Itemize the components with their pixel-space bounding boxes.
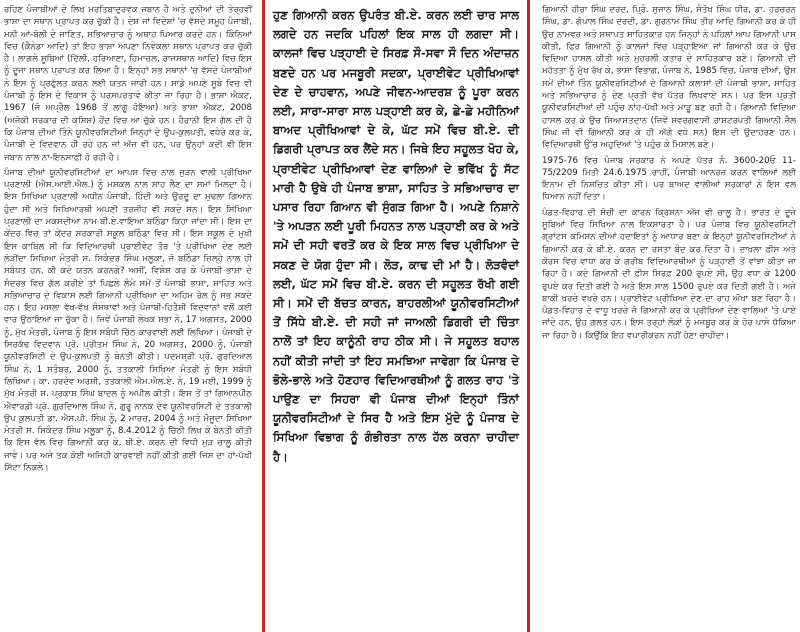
right-paragraph-2: 1975-76 ਵਿਚ ਪੰਜਾਬ ਸਰਕਾਰ ਨੇ ਅਪਣੇ ਪੱਤਰ ਨੰ. 3600-20ਓ 11-75/2209 ਮਿਤੀ 24.6.1975 ਰਾਹੀਂ, ਪੰਜਾਬੀ ਆਨਰਜ਼ ਕਰਨ ਵਾਲਿਆਂ ਲਈ ਇਨਾਮ ਦੀ ਨਿਸ਼ਚਿਤ ਕੀਤਾ ਸੀ। ਪਰ ਬਾਅਦ ਵਾਲੀਆਂ ਸਰਕਾਰਾਂ ਨੇ ਇਸ ਵਲ ਧਿਆਨ ਨਹੀਂ ਦਿਤਾ। [542, 155, 796, 203]
center-paragraph-1: ਹੁਣ ਗਿਆਨੀ ਕਰਨ ਉਪਰੰਤ ਬੀ.ਏ. ਕਰਨ ਲਈ ਚਾਰ ਸਾਲ ਲਗਦੇ ਹਨ ਜਦਕਿ ਪਹਿਲਾਂ ਇਕ ਸਾਲ ਹੀ ਲਗਦਾ ਸੀ। ਕਾਲਜਾਂ ਵਿਚ ਪੜ੍ਹਾਈ ਦੇ ਸਿਰਫ਼ ਸੌ-ਸਵਾ ਸੌ ਦਿਨ ਅੰਦਾਜ਼ਨ ਬਣਦੇ ਹਨ ਪਰ ਮਜਬੂਰੀ ਸਦਕਾ, ਪ੍ਰਾਈਵੇਟ ਪ੍ਰੀਖਿਆਵਾਂ ਦੇਣ ਦੇ ਚਾਹਵਾਨ, ਅਪਣੇ ਜੀਵਨ-ਆਦਰਸ਼ ਨੂੰ ਪੂਰਾ ਕਰਨ ਲਈ, ਸਾਰਾ-ਸਾਰਾ ਸਾਲ ਪੜ੍ਹਾਈ ਕਰ ਕੇ, ਛੇ-ਛੇ ਮਹੀਨਿਆਂ ਬਾਅਦ ਪ੍ਰੀਖਿਆਵਾਂ ਦੇ ਕੇ, ਘੱਟ ਸਮੇਂ ਵਿਚ ਬੀ.ਏ. ਦੀ ਡਿਗਰੀ ਪ੍ਰਾਪਤ ਕਰ ਲੈਂਦੇ ਸਨ। ਜਿਥੇ ਇਹ ਸਹੂਲਤ ਖੋਹ ਕੇ, ਪ੍ਰਾਈਵੇਟ ਪ੍ਰੀਖਿਆਵਾਂ ਦੇਣ ਵਾਲਿਆਂ ਦੇ ਭਵਿੱਖ ਨੂੰ ਸੱਟ ਮਾਰੀ ਹੈ ਉਥੇ ਹੀ ਪੰਜਾਬ ਭਾਸ਼ਾ, ਸਾਹਿਤ ਤੇ ਸਭਿਆਚਾਰ ਦਾ ਪਸਾਰ ਰਿਹਾ ਗਿਆਨ ਵੀ ਸੁੰਗੜ ਗਿਆ ਹੈ। ਅਪਣੇ ਨਿਸ਼ਾਨੇ 'ਤੇ ਅਪੜਨ ਲਈ ਪੂਰੀ ਮਿਹਨਤ ਨਾਲ ਪੜ੍ਹਾਈ ਕਰ ਕੇ ਅਤੇ ਸਮੇਂ ਦੀ ਸਹੀ ਵਰਤੋਂ ਕਰ ਕੇ ਇਕ ਸਾਲ ਵਿਚ ਪ੍ਰੀਖਿਆ ਦੇ ਸਕਣ ਦੇ ਯੋਗ ਹੁੰਦਾ ਸੀ। ਲੋੜ, ਕਾਢ ਦੀ ਮਾਂ ਹੈ। ਲੋੜਵੰਦਾਂ ਲਈ, ਘੱਟ ਸਮੇਂ ਵਿਚ ਬੀ.ਏ. ਕਰਨ ਦੀ ਸਹੂਲਤ ਰੱਖੀ ਗਈ ਸੀ। ਸਮੇਂ ਦੀ ਬੱਚਤ ਕਾਰਨ, ਬਾਹਰਲੀਆਂ ਯੂਨੀਵਰਸਿਟੀਆਂ ਤੋਂ ਸਿੱਧੇ ਬੀ.ਏ. ਦੀ ਸਹੀ ਜਾਂ ਜਾਅਲੀ ਡਿਗਰੀ ਦੀ ਚਿੰਤਾ ਨਾਲੋਂ ਤਾਂ ਇਹ ਕਾਨੂੰਨੀ ਰਾਹ ਠੀਕ ਸੀ। ਜੇ ਸਹੂਲਤ ਬਹਾਲ ਨਹੀਂ ਕੀਤੀ ਜਾਂਦੀ ਤਾਂ ਇਹ ਸਮਝਿਆ ਜਾਵੇਗਾ ਕਿ ਪੰਜਾਬ ਦੇ ਭੋਲੇ-ਭਾਲੇ ਅਤੇ ਹੋਣਹਾਰ ਵਿਦਿਆਰਥੀਆਂ ਨੂੰ ਗਲਤ ਰਾਹ 'ਤੇ ਪਾਉਣ ਦਾ ਸਿਹਰਾ ਵੀ ਪੰਜਾਬ ਦੀਆਂ ਇਨ੍ਹਾਂ ਤਿੰਨਾਂ ਯੂਨੀਵਰਸਿਟੀਆਂ ਦੇ ਸਿਰ ਹੈ ਅਤੇ ਇਸ ਮੁੱਦੇ ਨੂੰ ਪੰਜਾਬ ਦੇ ਸਿਖਿਆ ਵਿਭਾਗ ਨੂੰ ਗੰਭੀਰਤਾ ਨਾਲ ਹੱਲ ਕਰਨਾ ਚਾਹੀਦਾ ਹੈ। [273, 8, 519, 464]
right-paragraph-3: ਪੰਡਤ-ਵਿਹਾਰ ਦੀ ਸੋਚੀ ਦਾ ਕਾਰਨ ਕ੍ਰਿਸ਼ਨਾ ਅੱਜ ਵੀ ਚਾਲੂ ਹੈ। ਭਾਰਤ ਦੇ ਦੂਜੇ ਸੂਬਿਆਂ ਵਿਚ ਸਿਖਿਆ ਨਾਲ ਇਕਸਾਰਤਾ ਹੈ। ਪਰ ਪੰਜਾਬ ਵਿਚ ਯੂਨੀਵਰਸਿਟੀ ਗ੍ਰਾਂਟਸ ਕਮਿਸ਼ਨ ਦੀਆਂ ਹਦਾਇਤਾਂ ਨੂੰ ਆਧਾਰ ਬਣਾ ਕੇ ਇਨ੍ਹਾਂ ਯੂਨੀਵਰਸਿਟੀਆਂ ਨੇ ਗਿਆਨੀ ਕਰ ਕੇ ਬੀ.ਏ. ਕਰਨ ਦਾ ਰਸਤਾ ਬੰਦ ਕਰ ਦਿਤਾ ਹੈ। ਦਾਖ਼ਲਾ ਫ਼ੀਸ ਅਤੇ ਕੋਰਸ ਵਿਚ ਵਾਧਾ ਕਰ ਕੇ ਗਰੀਬ ਵਿਦਿਆਰਥੀਆਂ ਨੂੰ ਪੜ੍ਹਾਈ ਤੋਂ ਵਾਂਝਾ ਕੀਤਾ ਜਾ ਰਿਹਾ ਹੈ। ਕਦੇ ਗਿਆਨੀ ਦੀ ਫ਼ੀਸ ਸਿਰਫ਼ 200 ਰੁਪਏ ਸੀ, ਉਹ ਵਧਾ ਕੇ 1200 ਰੁਪਏ ਕਰ ਦਿਤੀ ਗਈ ਹੈ ਅਤੇ ਇਸ ਸਾਲ 1500 ਰੁਪਏ ਕਰ ਦਿਤੀ ਗਈ ਹੈ। ਅਜੇ ਬਾਕੀ ਖ਼ਰਚੇ ਵਖਰੇ ਹਨ। ਪ੍ਰਾਈਵੇਟ ਪ੍ਰੀਖਿਆ ਦੇਣ ਦਾ ਰਾਹ ਔਖਾ ਬਣ ਰਿਹਾ ਹੈ। ਪੰਡਤ-ਵਿਹਾਰ ਦੇ ਵਾਧੂ ਖ਼ਰਚੇ ਜੋ ਗਿਆਨੀ ਕਰ ਕੇ ਪ੍ਰੀਖਿਆ ਦੇਣ ਵਾਲਿਆਂ 'ਤੇ ਪਾਏ ਜਾਂਦੇ ਹਨ, ਉਹ ਗ਼ਲਤ ਹਨ। ਇਸ ਤਰ੍ਹਾਂ ਲੋਕਾਂ ਨੂੰ ਮਜਬੂਰ ਕਰ ਕੇ ਹੋਰ ਪਾਸੇ ਧੱਕਿਆ ਜਾ ਰਿਹਾ ਹੈ। ਕਿਉਂਕਿ ਇਹ ਵਪਾਰੀਕਰਨ ਨਹੀਂ ਹੋਣਾ ਚਾਹੀਦਾ। [542, 207, 796, 341]
left-paragraph-1: ਰਹਿਣ ਪੰਜਾਬੀਆਂ ਦੇ ਲਿਖ ਮਰਤਿਬਾਦੁਰਵਕ ਜਬਾਨ ਹੈ ਅਤੇ ਦੁਨੀਆਂ ਦੀ ਤੇਰ੍ਹਵੀਂ ਭਾਸ਼ਾ ਦਾ ਸਥਾਨ ਪ੍ਰਾਪਤ ਕਰ ਚੁੱਕੀ ਹੈ। ਦੇਸ਼ ਜਾਂ ਵਿਦੇਸ਼ਾਂ 'ਚ ਵੱਸਦੇ ਸਮੂਹ ਪੰਜਾਬੀ, ਮਨੀ ਆਂ-ਬੋਲੀ ਦੇ ਜਾਣਿਤ, ਸਭਿਆਚਾਰ ਨੂੰ ਅਥਾਹ ਪਿਆਰ ਕਰਦੇ ਹਨ। ਕਿੰਨਿਆਂ ਵਿਚ (ਕੈਨੇਡਾ ਆਦਿ) ਤਾਂ ਇਹ ਭਾਸ਼ਾ ਅਪਣਾ ਨਿਵੇਕਲਾ ਸਥਾਨ ਪ੍ਰਾਪਤ ਕਰ ਚੁੱਕੀ ਹੈ। ਲਾਗਲੇ ਸੂਬਿਆਂ (ਦਿੱਲੀ, ਹਰਿਆਣਾ, ਹਿਮਾਚਲ, ਰਾਜਸਥਾਨ ਆਦਿ) ਵਿਚ ਇਸ ਨੂੰ ਦੂਜਾ ਸਥਾਨ ਪ੍ਰਾਪਤ ਕਰ ਲਿਆ ਹੈ। ਇਨ੍ਹਾਂ ਸਭ ਸਥਾਨਾਂ 'ਚ ਵੱਸਦੇ ਪੰਜਾਬੀਆਂ ਨੇ ਇਸ ਨੂੰ ਪ੍ਰਫੁੱਲਤ ਕਰਨ ਲਈ ਯਤਨ ਜਾਰੀ ਹਨ। ਸਾਡੇ ਅਪਣੇ ਸੂਬੇ ਵਿਚ ਵੀ ਪੰਜਾਬੀ ਨੂੰ ਇਸ ਦੇ ਵਿਕਾਸ ਨੂੰ ਪਰਸਪਰਤਾਵੇ ਕੀਤਾ ਜਾ ਰਿਹਾ ਹੈ। ਭਾਸ਼ਾ ਐਕਟ, 1967 (ਜੋ ਅਪ੍ਰੈਲ 1968 ਤੋਂ ਲਾਗੂ ਹੋਇਆ) ਅਤੇ ਭਾਸ਼ਾ ਐਕਟ, 2008 (ਅਜੋਕੀ ਸਰਕਾਰ ਦੀ ਕਸ਼ਿਸ਼) ਹੋਂਦ ਵਿਚ ਆ ਚੁੱਕੇ ਹਨ। ਹੈਰਾਨੀ ਇਸ ਗੱਲ ਦੀ ਹੈ ਕਿ ਪੰਜਾਬ ਦੀਆਂ ਤਿੰਨੇ ਯੂਨੀਵਰਸਿਟੀਆਂ ਜਿਨ੍ਹਾਂ ਦੇ ਉਪ-ਕੁਲਪਤੀ, ਵਧੇਰੇ ਕਰ ਕੇ, ਪੰਜਾਬੀ ਦੇ ਵਿਦਵਾਨ ਹੀ ਰਹੇ ਹਨ ਜਾਂ ਅੱਜ ਵੀ ਹਨ, ਪਰ ਉਨ੍ਹਾਂ ਕਦੀ ਵੀ ਇਸ ਜਬਾਨ ਨਾਲ ਨਾ-ਇਨਸਾਫ਼ੀ ਹੋ ਰਹੀ ਹੈ। [4, 5, 252, 163]
highlighted-center-column [262, 0, 530, 632]
left-article-column [0, 0, 258, 632]
right-article-column [534, 0, 800, 632]
right-paragraph-1: ਗਿਆਨੀ ਹੀਰਾ ਸਿੰਘ ਦਰਦ, ਪ੍ਰਿੰ. ਸੁਜਾਨ ਸਿੰਘ, ਸੰਤੋਖ ਸਿੰਘ ਧੀਰ, ਡਾ. ਹਰਚਰਨ ਸਿੰਘ, ਡਾ. ਗੋਪਾਲ ਸਿੰਘ ਦਰਦੀ, ਡਾ. ਗੁਰਨਾਮ ਸਿੰਘ ਤੀਰ ਆਦਿ ਗਿਆਨੀ ਕਰ ਕੇ ਹੀ ਉਚ ਨਾਮਵਰ ਅਤੇ ਸਥਾਪਤ ਸਾਹਿਤਕਾਰ ਹਨ ਜਿਨ੍ਹਾਂ ਨੇ ਪਹਿਲਾਂ ਆਪ ਗਿਆਨੀ ਪਾਸ ਕੀਤੀ, ਫਿਰ ਗਿਆਨੀ ਨੂੰ ਕਾਲਜਾਂ ਵਿਚ ਪੜ੍ਹਾਇਆ ਜਾਂ ਗਿਆਨੀ ਕਰ ਕੇ ਉਚ ਵਿਦਿਆ ਹਾਸਲ ਕੀਤੀ ਅਤੇ ਮੁਹਰਲੀ ਕਤਾਰ ਦੇ ਸਾਹਿਤਕਾਰ ਬਣੇ। ਗਿਆਨੀ ਦੀ ਮਹੱਤਤਾ ਨੂੰ ਮੁੱਖ ਰੱਖ ਕੇ, ਭਾਸ਼ਾ ਵਿਭਾਗ, ਪੰਜਾਬ ਨੇ, 1985 ਵਿਚ, ਪੰਜਾਬ ਦੀਆਂ, ਉਸ ਸਮੇਂ ਦੀਆਂ ਤਿੰਨ ਯੂਨੀਵਰਸਿਟੀਆਂ ਦੇ ਗਿਆਨੀ ਕਲਾਸਾਂ ਦੀ ਪੰਜਾਬੀ ਭਾਸ਼ਾ, ਸਾਹਿਤ ਅਤੇ ਸਭਿਆਚਾਰ ਨੂੰ ਦੇਣ ਪ੍ਰਤੀ ਵੱਖ ਪੱਤਰ ਲਿਖਵਾਏ ਸਨ। ਪਰ ਇਸ ਪ੍ਰਤੀ ਯੂਨੀਵਰਸਿਟੀਆਂ ਦੀ ਪਹੁੰਚ ਨਾਂਹ-ਪੱਖੀ ਅਤੇ ਮਾੜੂ ਬਣ ਰਹੀ ਹੈ। ਗਿਆਨੀ ਵਿਦਿਆ ਹਾਸਲ ਕਰ ਕੇ ਉਚ ਸਿਆਸਤਦਾਨ (ਜਿਵੇਂ ਸਵਰਗਵਾਸੀ ਰਾਸ਼ਟਰਪਤੀ ਗਿਆਨੀ ਜ਼ੈਲ ਸਿੰਘ ਜੀ ਵੀ ਗਿਆਨੀ ਕਰ ਕੇ ਹੀ ਅੱਗੇ ਵਧੇ ਸਨ) ਇਸ ਦੀ ਉਦਾਹਰਣ ਹਨ। ਵਿਦਿਆਰਥੀ ਉੱਚ ਅਹੁਦਿਆਂ 'ਤੇ ਪਹੁੰਚ ਕੇ ਮਿਸਾਲ ਬਣੇ। [542, 5, 796, 151]
left-paragraph-2: ਪੰਜਾਬ ਦੀਆਂ ਯੂਨੀਵਰਸਿਟੀਆਂ ਦਾ ਆਪਸ ਵਿਚ ਨਾਲ ਜੁੜਨ ਵਾਲੀ ਪ੍ਰੀਖਿਆ ਪ੍ਰਣਾਲੀ (ਐਸ.ਆਈ.ਐਲ.) ਨੂੰ ਮਸ਼ਕਲ ਨਾਲ ਸਾਹ ਲੈਣ ਦਾ ਸਮਾਂ ਮਿਲਦਾ ਹੈ। ਇਸ ਸਿਖਿਆ ਪ੍ਰਣਾਲੀ ਅਧੀਨ ਪੰਜਾਬੀ, ਹਿੰਦੀ ਅਤੇ ਉਰਦੂ ਦਾ ਮੁਢਲਾ ਗਿਆਨ ਹੁੰਦਾ ਸੀ ਅਤੇ ਸਿਖਿਆਰਥੀ ਅਪਣੀ ਤਰਜੀਹ ਵੀ ਸਕਦੇ ਸਨ। ਇਸ ਸਿਖਿਆ ਪ੍ਰਣਾਲੀ ਦਾ ਮਕਸਦੀਆ ਨਾਮ ਬੀ.ਏ.ਵਾਇਆ ਬਠਿੰਡਾ ਕਿਹਾ ਜਾਂਦਾ ਸੀ। ਇਸ ਦਾ ਕੇਂਦਰ ਵਿਚ ਤਾਂ ਕੇਂਦਰ ਸਰਕਾਰੀ ਸਕੂਲ ਬਠਿੰਡਾ ਵਿਚ ਸੀ। ਇਸ ਸਕੂਲ ਦੇ ਮੁਖੀ ਇਸ ਕਾਬਿਲ ਸੀ ਕਿ ਵਿਦਿਆਰਥੀ ਪ੍ਰਾਈਵੇਟ ਤੌਰ 'ਤੇ ਪ੍ਰੀਖਿਆ ਦੇਣ ਲਈ ਲੋੜੀਂਦਾ ਸਿਖਿਆ ਮੰਤਰੀ ਸ. ਸਿਕੰਦਰ ਸਿੰਘ ਮਲੂਕਾ, ਜੋ ਬਠਿੰਡਾ ਜ਼ਿਲ੍ਹੇ ਨਾਲ ਹੀ ਸਬੰਧਤ ਹਨ, ਕੀ ਕਦੇ ਯਤਨ ਕਰਨਗੇ? ਅਸੀਂ, ਵਿਸ਼ੇਸ਼ ਕਰ ਕੇ ਪੰਜਾਬੀ ਭਾਸ਼ਾ ਦੇ ਸੰਦਰਭ ਵਿਚ ਗੱਲ ਕਰੀਏ ਤਾਂ ਪਿਛਲੇ ਲੰਮੇ ਸਮੇਂ ਤੋਂ ਪੰਜਾਬੀ ਭਾਸ਼ਾ, ਸਾਹਿਤ ਅਤੇ ਸਭਿਆਚਾਰ ਦੇ ਵਿਕਾਸ ਲਈ ਗਿਆਨੀ ਪ੍ਰੀਖਿਆ ਦਾ ਅਹਿਮ ਰੋਲ ਨੂੰ ਸਭ ਸਕਦੇ ਹਨ। ਇਹ ਮਸਲਾ ਵੱਖ-ਵੱਖ ਸੰਸਥਾਵਾਂ ਅਤੇ ਪੰਜਾਬੀ-ਹਿਤੈਸ਼ੀ ਵਿਦਵਾਨਾਂ ਵਲੋਂ ਕਈ ਵਾਰ ਉਠਾਇਆ ਜਾ ਚੁੱਕਾ ਹੈ। ਜਿਵੇਂ ਪੰਜਾਬੀ ਲੇਖਕ ਸਭਾ ਨੇ, 17 ਅਗਸਤ, 2000 ਨੂੰ, ਮੁੱਖ ਮੰਤਰੀ, ਪੰਜਾਬ ਨੂੰ ਇਸ ਸਬੰਧੀ ਚਿੱਠ ਕਾਰਵਾਈ ਲਈ ਲਿਖਿਆ। ਪੰਜਾਬੀ ਦੇ ਸਿਰਕੱਢ ਵਿਦਵਾਨ ਪ੍ਰੋ. ਪ੍ਰੀਤਮ ਸਿੰਘ ਨੇ, 20 ਅਗਸਤ, 2000 ਨੂੰ, ਪੰਜਾਬੀ ਯੂਨੀਵਰਸਿਟੀ ਦੇ ਉਪ-ਕੁਲਪਤੀ ਨੂੰ ਬੇਨਤੀ ਕੀਤੀ। ਪਦਮਸ਼੍ਰੀ ਪ੍ਰੋ. ਗੁਰਦਿਆਲ ਸਿੰਘ ਨੇ, 1 ਸਤੰਬਰ, 2000 ਨੂੰ, ਤਤਕਾਲੀ ਸਿਖਿਆ ਮੰਤਰੀ ਨੂੰ ਇਸ ਸਬੰਧੀ ਲਿਖਿਆ। ਕਾ. ਹਰਦੇਵ ਅਰਸ਼ੀ, ਤਤਕਾਲੀ ਐਮ.ਐਲ.ਏ. ਨੇ, 19 ਮਈ, 1999 ਨੂੰ ਮੁੱਖ ਮੰਤਰੀ ਸ. ਪ੍ਰਕਾਸ਼ ਸਿੰਘ ਬਾਦਲ ਨੂੰ ਅਪੀਲ ਕੀਤੀ। ਇਸ ਤੋਂ ਤਾਂ ਗਿਆਨਪੀਠ ਐਵਾਰਡੀ ਪ੍ਰੋ. ਗੁਰਦਿਆਲ ਸਿੰਘ ਨੇ, ਗੁਰੂ ਨਾਨਕ ਦੇਵ ਯੂਨੀਵਰਸਿਟੀ ਦੇ ਤਤਕਾਲੀ ਉਪ ਕੁਲਪਤੀ ਡਾ. ਐਸ.ਪੀ. ਸਿੰਘ ਨੂੰ, 2 ਮਾਰਚ, 2004 ਨੂੰ ਅਤੇ ਮੌਜੂਦਾ ਸਿਖਿਆ ਮੰਤਰੀ ਸ. ਸਿਕੰਦਰ ਸਿੰਘ ਮਲੂਕਾ ਨੂੰ, 8.4.2012 ਨੂੰ ਚਿੱਠੀ ਲਿਖ ਕੇ ਬੇਨਤੀ ਕੀਤੀ ਕਿ ਇਸ ਵੱਲ ਵਿਚ ਗਿਆਨੀ ਕਰ ਕੇ, ਬੀ.ਏ. ਕਰਨ ਦੀ ਵਿਧੀ ਮੁੜ ਚਾਲੂ ਕੀਤੀ ਜਾਵੇ। ਪਰ ਅਜੇ ਤਕ ਕੋਈ ਅਜਿਹੀ ਕਾਰਵਾਈ ਨਹੀਂ ਕੀਤੀ ਗਈ ਜਿਸ ਦਾ ਹਾਂ-ਪੱਖੀ ਸਿੱਟਾ ਨਿਕਲੇ। [4, 167, 252, 473]
